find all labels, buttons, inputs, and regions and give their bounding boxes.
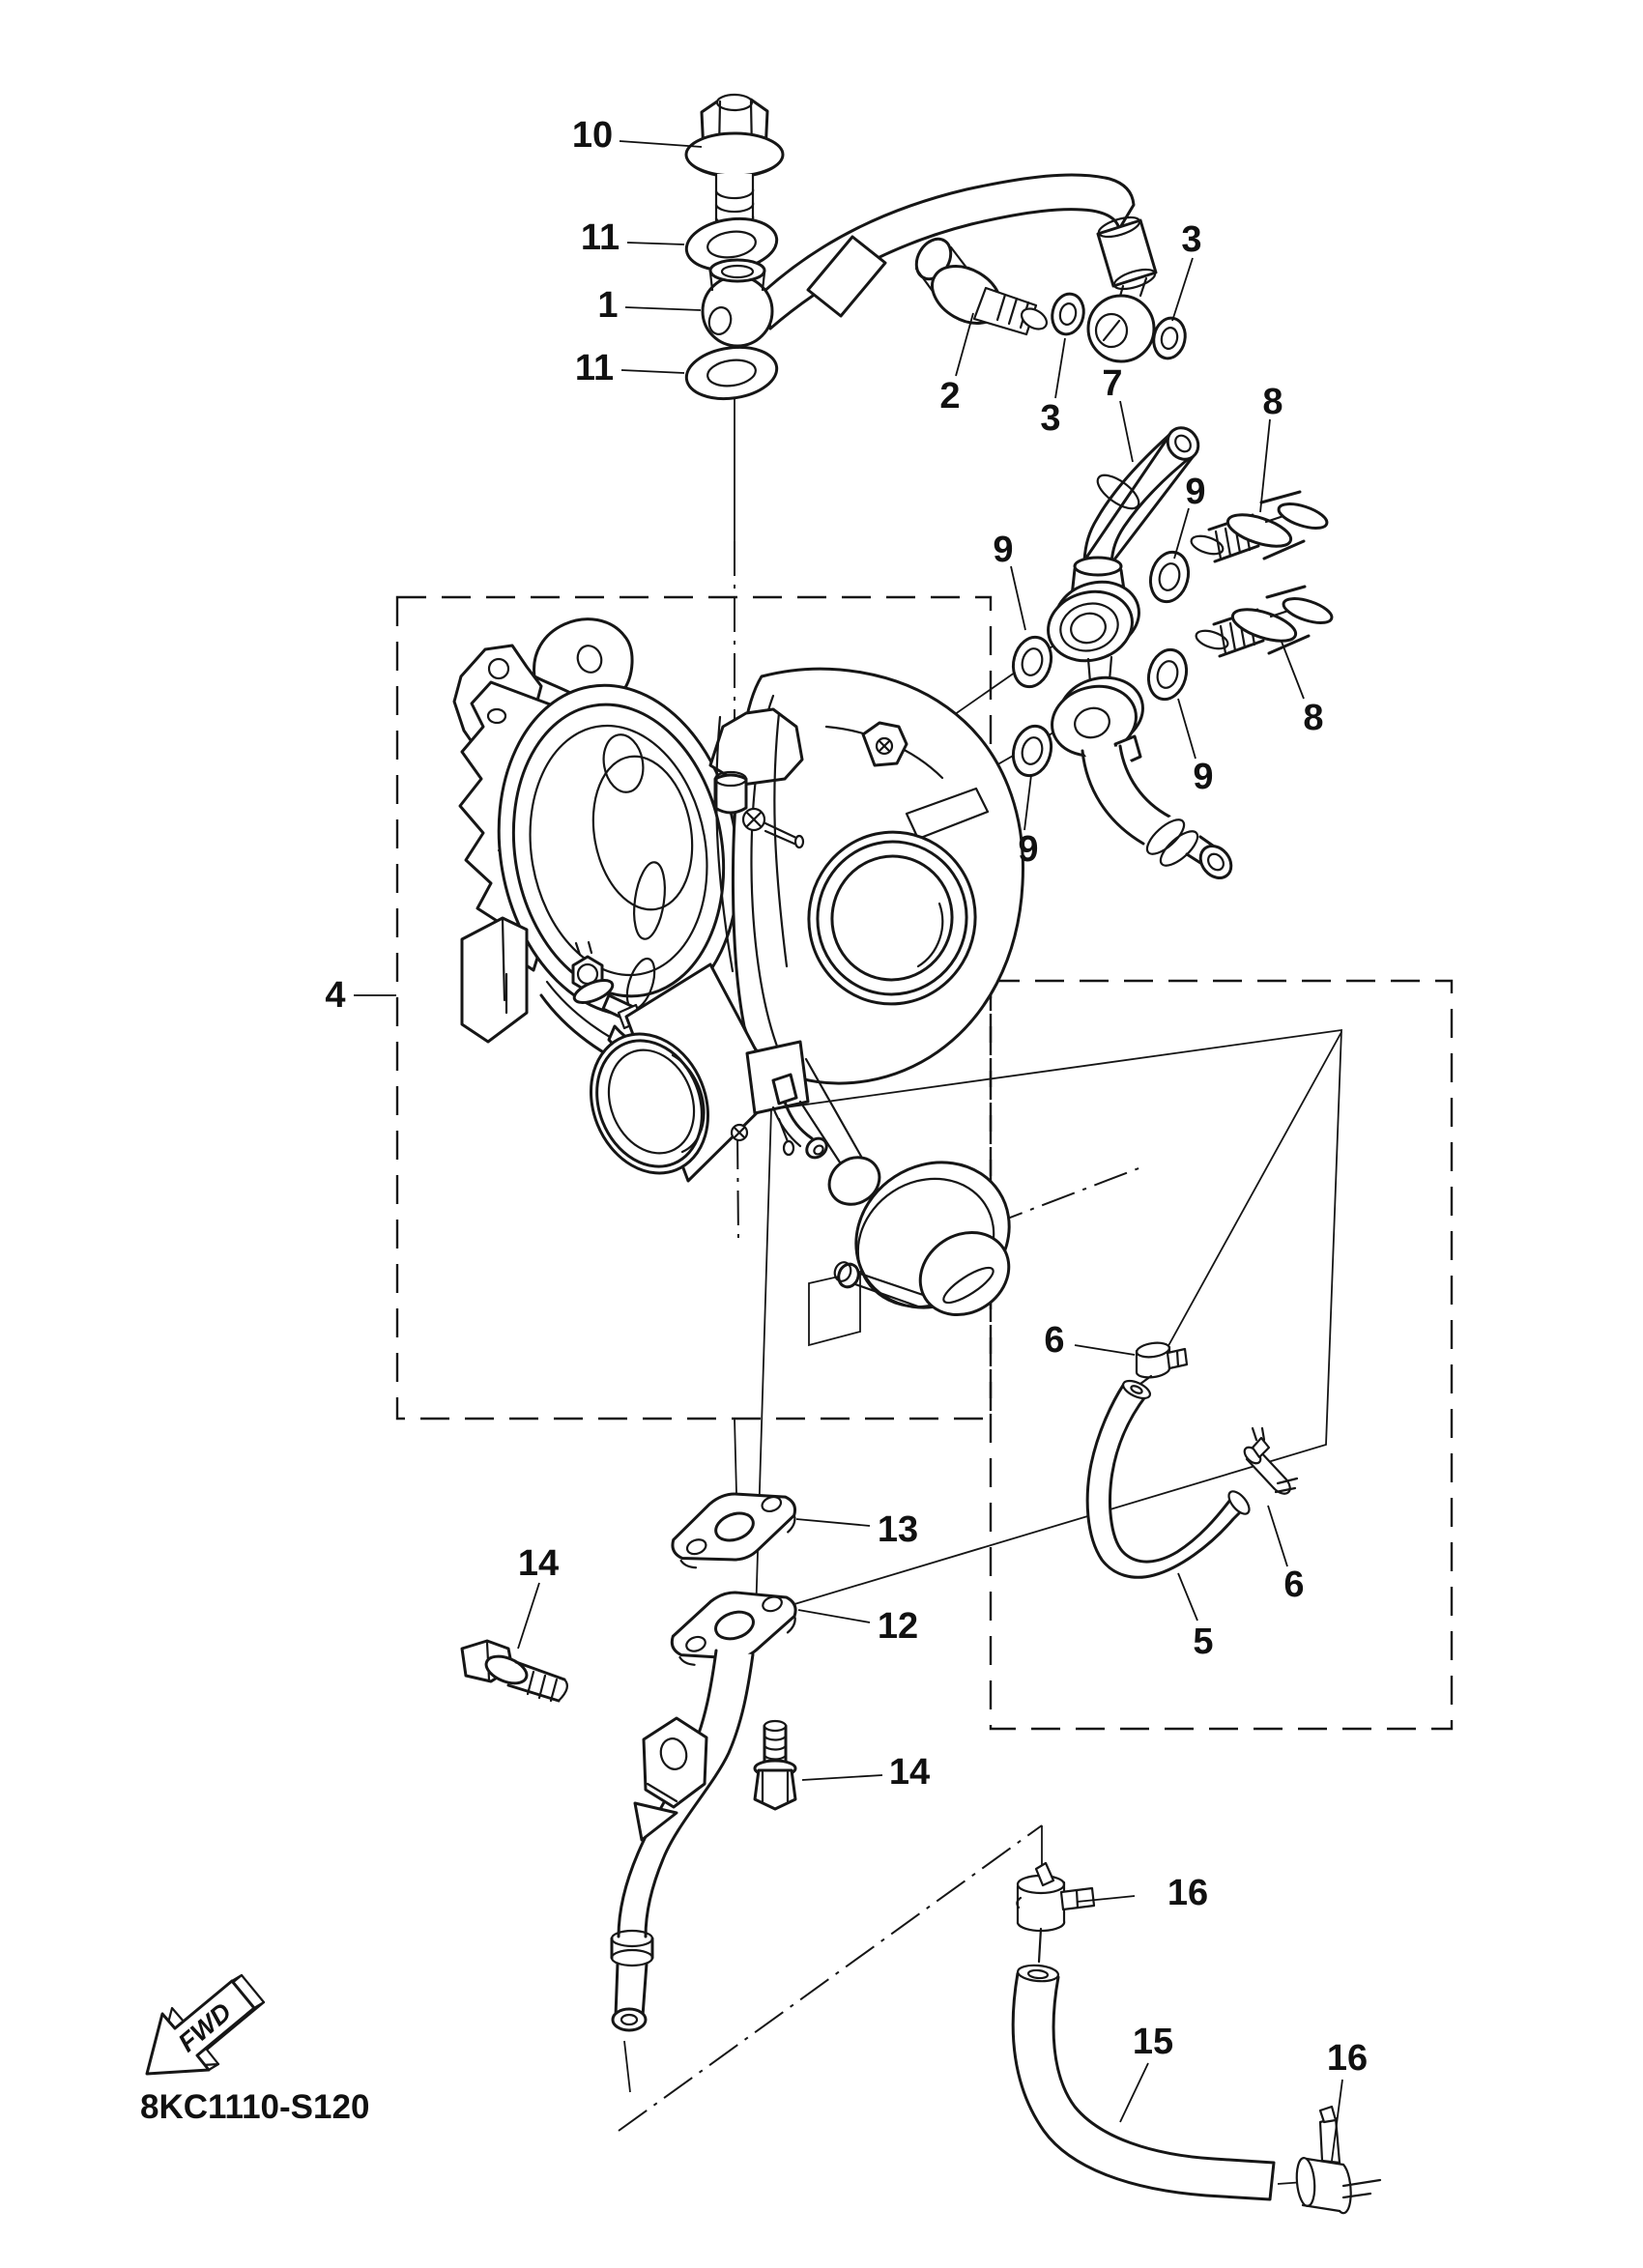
part-callout-9: 9 (993, 530, 1014, 570)
part-callout-1: 1 (597, 285, 619, 326)
part-callout-8: 8 (1262, 382, 1283, 422)
callout-leader-9 (1024, 775, 1031, 830)
part-callout-15: 15 (1132, 2022, 1174, 2062)
part-callout-3: 3 (1040, 398, 1061, 439)
callout-leader-9 (1011, 566, 1025, 630)
callout-leader-3 (1055, 338, 1065, 398)
part-callout-6: 6 (1283, 1565, 1305, 1605)
part-callout-13: 13 (877, 1509, 919, 1550)
part-callout-4: 4 (325, 975, 346, 1016)
drawing-code: 8KC1110-S120 (140, 2088, 370, 2126)
part-callout-16: 16 (1167, 1873, 1209, 1913)
flange-bolt-10 (686, 95, 783, 236)
part-callout-3: 3 (1181, 219, 1202, 260)
oil-return-gasket-13 (662, 1475, 805, 1580)
callout-leader-11 (621, 370, 684, 373)
callout-leader-9 (1178, 699, 1196, 759)
part-callout-9: 9 (1193, 757, 1214, 797)
callout-leader-8 (1282, 642, 1304, 699)
part-callout-7: 7 (1102, 363, 1123, 404)
breather-hose-5 (1087, 1377, 1253, 1577)
callout-leader-9 (1174, 508, 1189, 559)
part-callout-6: 6 (1044, 1320, 1065, 1361)
washer-3-left (1049, 291, 1087, 337)
callout-leader-15 (1120, 2063, 1148, 2122)
part-callout-14: 14 (517, 1543, 560, 1584)
turbocharger-4 (454, 619, 1037, 1336)
part-callout-9: 9 (1185, 472, 1206, 512)
part-callout-16: 16 (1326, 2038, 1369, 2079)
oil-delivery-pipe-7 (1040, 421, 1237, 883)
callout-leader-10 (620, 141, 702, 147)
part-callout-11: 11 (574, 348, 615, 388)
callout-layer (325, 115, 1368, 2161)
callout-leader-1 (625, 307, 701, 310)
callout-leader-5 (1178, 1573, 1197, 1621)
part-callout-2: 2 (939, 376, 961, 416)
air-vent-hose-15 (1013, 1964, 1305, 2199)
callout-leader-14 (802, 1775, 882, 1780)
part-callout-10: 10 (571, 115, 614, 156)
washer-11-lower (683, 342, 780, 405)
fwd-label: FWD (172, 1996, 238, 2058)
hose-clamp-6-lower (1242, 1428, 1297, 1494)
callout-leader-3 (1172, 258, 1193, 321)
callout-leader-7 (1120, 401, 1133, 462)
union-bolt-2 (909, 233, 1050, 335)
callout-leader-11 (627, 243, 684, 244)
part-callout-8: 8 (1303, 698, 1324, 738)
washer-3-right (1150, 315, 1189, 361)
part-callout-9: 9 (1018, 829, 1039, 870)
callout-leader-13 (796, 1519, 870, 1526)
flange-bolt-8-upper (1189, 492, 1329, 561)
oil-return-pipe (612, 1651, 753, 2030)
hose-clamp-16-upper (1017, 1863, 1094, 1962)
part-callout-14: 14 (888, 1752, 931, 1793)
flange-bolt-14-bottom (755, 1721, 795, 1809)
part-callout-5: 5 (1193, 1622, 1214, 1662)
callout-leader-14 (518, 1583, 539, 1649)
callout-leader-6 (1268, 1506, 1287, 1566)
callout-leader-12 (798, 1610, 870, 1622)
fwd-arrow-icon (147, 1975, 264, 2074)
part-callout-11: 11 (580, 217, 620, 258)
flange-bolt-14-left (462, 1641, 567, 1701)
hose-clamp-6-upper (1136, 1341, 1187, 1384)
part-callout-12: 12 (877, 1606, 919, 1647)
callout-leader-8 (1260, 419, 1270, 512)
flange-bolt-8-lower (1194, 587, 1334, 656)
callout-leader-6 (1075, 1345, 1135, 1355)
